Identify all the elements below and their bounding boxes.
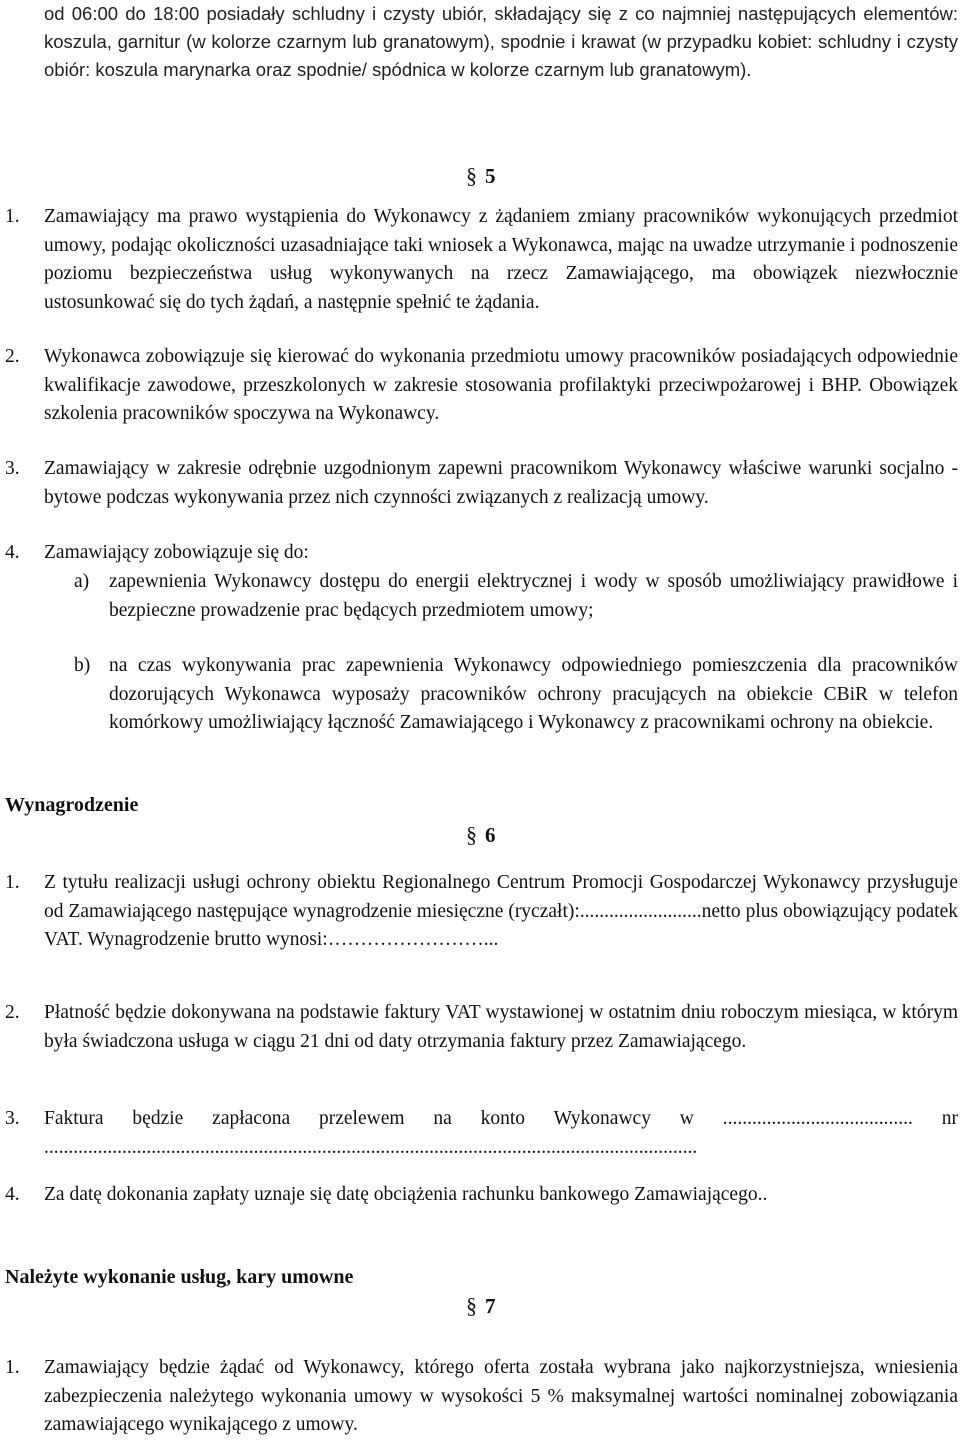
section-number: 7 xyxy=(485,1294,496,1318)
item-text: Faktura będzie zapłacona przelewem na konto Wykonawcy w ....................................... nr ...................................................................................................................................... xyxy=(44,1108,958,1158)
s6-item-1 xyxy=(5,869,958,955)
item-text: Zamawiający będzie żądać od Wykonawcy, którego oferta została wybrana jako najkorzystniejsza, wniesienia zabezpieczenia należytego wykonania umowy w wysokości 5 % maksymalnej wartości nominalnej zobowiązania zamawiającego wynikającego z umowy. xyxy=(44,1357,958,1435)
item-number: 1. xyxy=(5,206,20,227)
section-number: 6 xyxy=(485,823,496,847)
item-text: Wykonawca zobowiązuje się kierować do wykonania przedmiotu umowy pracowników posiadających odpowiednie kwalifikacje zawodowe, przeszkolonych w zakresie stosowania profilaktyki przeciwpożarowej i BHP. Obowiązek szkolenia pracowników spoczywa na Wykonawcy. xyxy=(44,346,958,424)
subitem-letter: b) xyxy=(74,655,91,676)
section-6-mark xyxy=(466,822,496,848)
item-text: Płatność będzie dokonywana na podstawie faktury VAT wystawionej w ostatnim dniu roboczym miesiąca, w którym była świadczona usługa w ciągu 21 dni od daty otrzymania faktury przez Zamawiającego. xyxy=(44,1002,958,1052)
section-7-heading: Należyte wykonanie usług, kary umowne xyxy=(5,1266,354,1288)
section-symbol: § xyxy=(466,163,477,188)
item-number: 4. xyxy=(5,1184,20,1205)
item-text: Zamawiający zobowiązuje się do: xyxy=(44,542,309,563)
section-5-mark xyxy=(466,163,496,189)
s5-item-4 xyxy=(5,539,958,568)
s5-item-2 xyxy=(5,343,958,429)
section-number: 5 xyxy=(485,164,496,188)
item-text: Zamawiający ma prawo wystąpienia do Wykonawcy z żądaniem zmiany pracowników wykonujących przedmiot umowy, podając okoliczności uzasadniające taki wniosek a Wykonawca, mając na uwadze utrzymanie i podnoszenie poziomu bezpieczeństwa usług wykonywanych na rzecz Zamawiającego, ma obowiązek niezwłocznie ustosunkować się do tych żądań, a następnie spełnić te żądania. xyxy=(44,206,958,313)
s6-item-4 xyxy=(5,1181,958,1210)
subitem-text: zapewnienia Wykonawcy dostępu do energii elektrycznej i wody w sposób umożliwiający prawidłowe i bezpieczne prowadzenie prac będących przedmiotem umowy; xyxy=(109,571,958,621)
subitem-letter: a) xyxy=(74,571,90,592)
intro-paragraph: od 06:00 do 18:00 posiadały schludny i czysty ubiór, składający się z co najmniej następujących elementów: koszula, garnitur (w kolorze czarnym lub granatowym), spodnie i krawat (w przypadku kobiet: schludny i czysty obiór: koszula marynarka oraz spodnie/ spódnica w kolorze czarnym lub granatowym). xyxy=(44,3,958,80)
item-number: 2. xyxy=(5,1002,20,1023)
item-number: 2. xyxy=(5,346,20,367)
s5-item-3 xyxy=(5,455,958,512)
s7-item-1 xyxy=(5,1354,958,1440)
item-text: Z tytułu realizacji usługi ochrony obiektu Regionalnego Centrum Promocji Gospodarczej Wykonawcy przysługuje od Zamawiającego następujące wynagrodzenie miesięczne (ryczałt):.........................netto plus obowiązujący podatek VAT. Wynagrodzenie brutto wynosi:……………………... xyxy=(44,872,958,950)
section-symbol: § xyxy=(466,1293,477,1318)
s5-subitem-a xyxy=(74,568,958,625)
item-text: Zamawiający w zakresie odrębnie uzgodnionym zapewni pracownikom Wykonawcy właściwe warunki socjalno - bytowe podczas wykonywania przez nich czynności związanych z realizacją umowy. xyxy=(44,458,958,508)
item-text: Za datę dokonania zapłaty uznaje się datę obciążenia rachunku bankowego Zamawiającego.. xyxy=(44,1184,768,1205)
section-symbol: § xyxy=(466,822,477,847)
s5-item-1 xyxy=(5,203,958,317)
section-7-mark xyxy=(466,1293,496,1319)
item-number: 1. xyxy=(5,1357,20,1378)
item-number: 1. xyxy=(5,872,20,893)
s6-item-3 xyxy=(5,1105,958,1162)
s6-item-2 xyxy=(5,999,958,1056)
s5-subitem-b xyxy=(74,652,958,738)
item-number: 4. xyxy=(5,542,20,563)
section-6-heading: Wynagrodzenie xyxy=(5,794,139,816)
subitem-text: na czas wykonywania prac zapewnienia Wykonawcy odpowiedniego pomieszczenia dla pracowników dozorujących Wykonawca wyposaży pracowników ochrony pracujących na obiekcie CBiR w telefon komórkowy umożliwiający łączność Zamawiającego i Wykonawcy z pracownikami ochrony na obiekcie. xyxy=(109,655,958,733)
item-number: 3. xyxy=(5,1108,20,1129)
item-number: 3. xyxy=(5,458,20,479)
